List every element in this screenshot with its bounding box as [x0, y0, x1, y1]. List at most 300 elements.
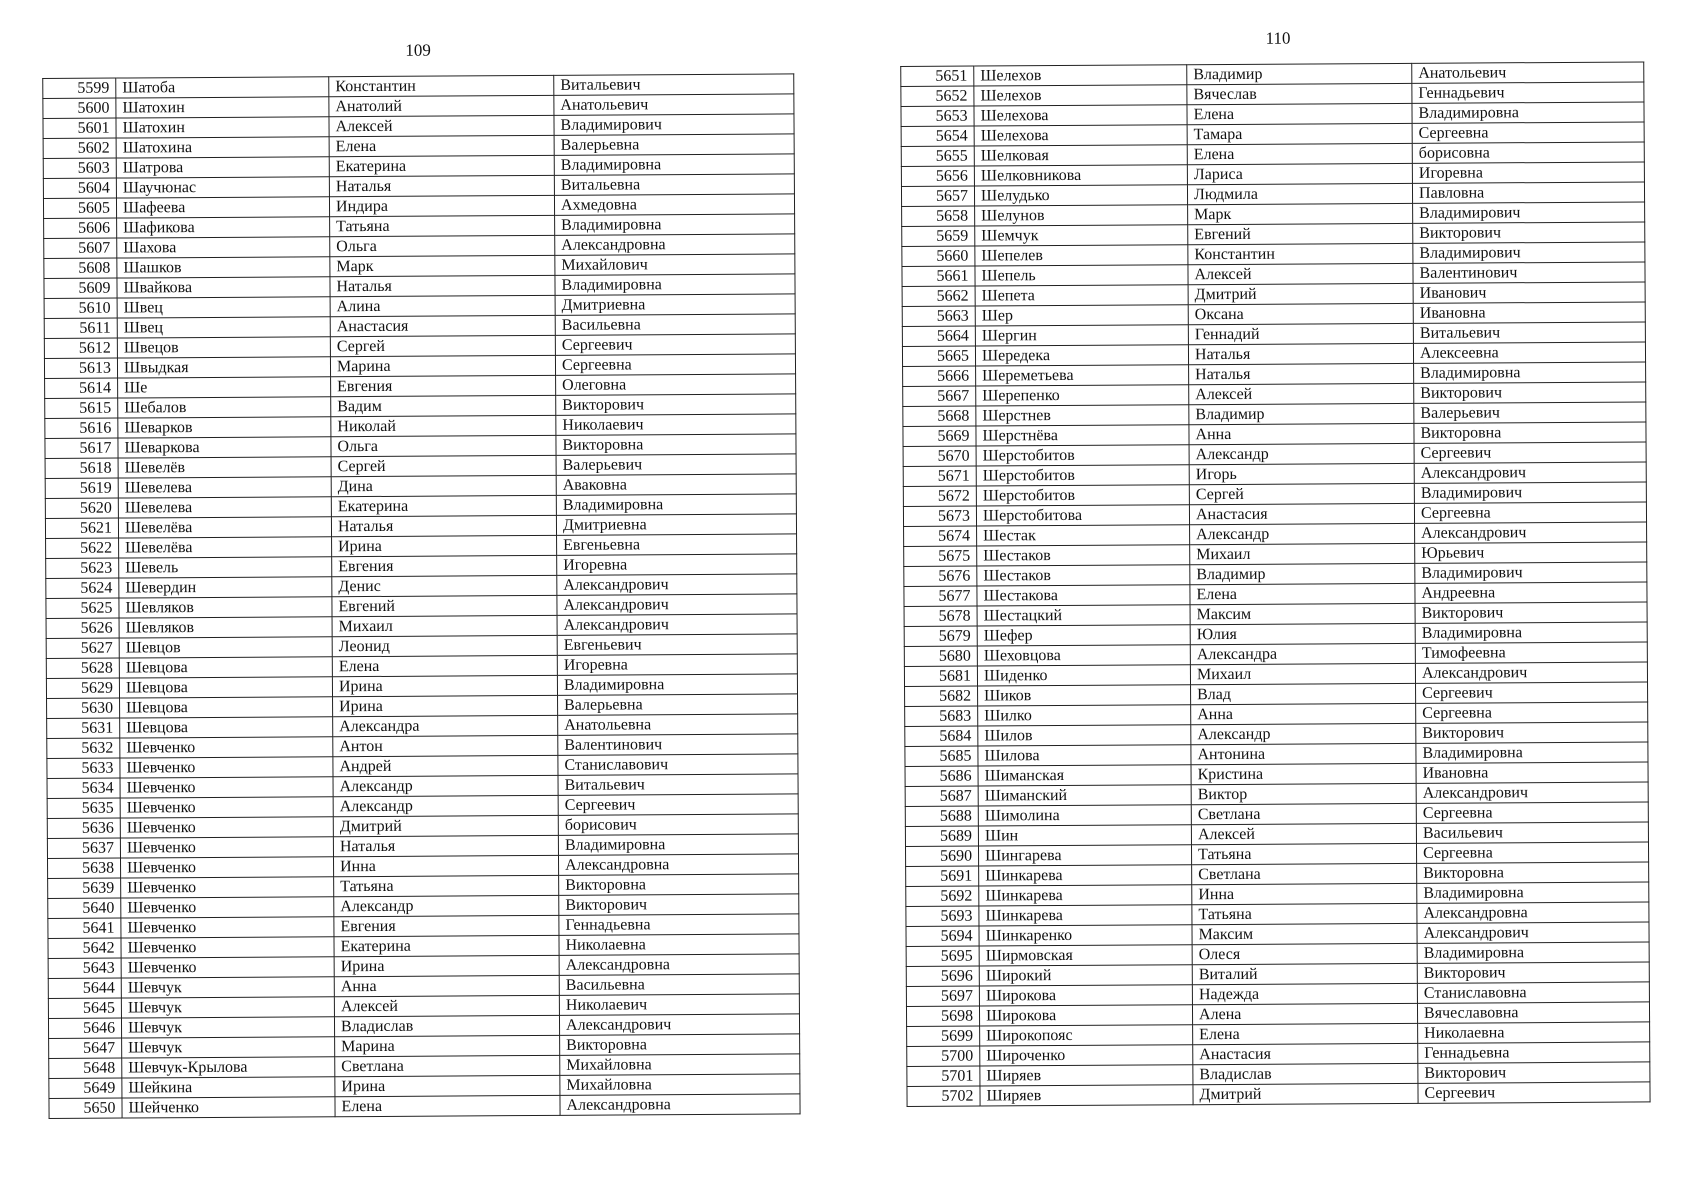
patronymic-cell: Владимировна — [557, 674, 797, 695]
patronymic-cell: Александровна — [555, 234, 795, 255]
table-row — [49, 1094, 800, 1119]
row-number-cell: 5643 — [48, 958, 121, 978]
patronymic-cell: Юрьевич — [1415, 542, 1647, 563]
last-name-cell: Широченко — [980, 1045, 1193, 1066]
patronymic-cell: Александрович — [557, 614, 797, 635]
last-name-cell: Шевелёва — [118, 517, 331, 538]
last-name-cell: Шепель — [975, 265, 1188, 286]
first-name-cell: Михаил — [332, 615, 557, 636]
row-number-cell: 5612 — [44, 338, 117, 358]
first-name-cell: Оксана — [1188, 303, 1413, 324]
last-name-cell: Швайкова — [117, 277, 330, 298]
first-name-cell: Сергей — [1189, 483, 1414, 504]
row-number-cell: 5650 — [49, 1098, 122, 1118]
row-number-cell: 5702 — [907, 1086, 980, 1106]
row-number-cell: 5657 — [901, 186, 974, 206]
row-number-cell: 5601 — [43, 118, 116, 138]
patronymic-cell: Викторович — [1418, 1062, 1650, 1083]
patronymic-cell: Михайловна — [560, 1054, 800, 1075]
registry-table — [42, 73, 800, 1119]
last-name-cell: Шевченко — [120, 757, 333, 778]
row-number-cell: 5607 — [44, 238, 117, 258]
patronymic-cell: Сергеевич — [1414, 442, 1646, 463]
first-name-cell: Наталья — [331, 515, 556, 536]
last-name-cell: Шевченко — [121, 877, 334, 898]
first-name-cell: Андрей — [333, 755, 558, 776]
row-number-cell: 5671 — [903, 466, 976, 486]
row-number-cell: 5663 — [902, 306, 975, 326]
row-number-cell: 5603 — [43, 158, 116, 178]
row-number-cell: 5661 — [902, 266, 975, 286]
first-name-cell: Екатерина — [329, 155, 554, 176]
patronymic-cell: Александровна — [560, 1094, 800, 1115]
patronymic-cell: Геннадьевич — [1412, 82, 1644, 103]
last-name-cell: Шевцова — [120, 697, 333, 718]
last-name-cell: Шерстобитова — [976, 505, 1189, 526]
first-name-cell: Елена — [1193, 1023, 1418, 1044]
patronymic-cell: Сергеевич — [558, 794, 798, 815]
row-number-cell: 5667 — [903, 386, 976, 406]
patronymic-cell: Игоревна — [557, 554, 797, 575]
row-number-cell: 5608 — [44, 258, 117, 278]
last-name-cell: Шилова — [978, 745, 1191, 766]
first-name-cell: Анастасия — [1193, 1043, 1418, 1064]
last-name-cell: Шелехов — [974, 65, 1187, 86]
row-number-cell: 5646 — [48, 1018, 121, 1038]
row-number-cell: 5670 — [903, 446, 976, 466]
last-name-cell: Ше — [118, 377, 331, 398]
first-name-cell: Наталья — [1188, 343, 1413, 364]
row-number-cell: 5676 — [904, 566, 977, 586]
last-name-cell: Шилов — [978, 725, 1191, 746]
first-name-cell: Леонид — [332, 635, 557, 656]
row-number-cell: 5691 — [906, 866, 979, 886]
last-name-cell: Шемчук — [975, 225, 1188, 246]
last-name-cell: Шевченко — [120, 797, 333, 818]
last-name-cell: Шевчук — [121, 977, 334, 998]
first-name-cell: Дмитрий — [333, 815, 558, 836]
first-name-cell: Денис — [332, 575, 557, 596]
patronymic-cell: Дмитриевна — [555, 294, 795, 315]
patronymic-cell: Викторовна — [560, 1034, 800, 1055]
patronymic-cell: Александрович — [1415, 662, 1647, 683]
first-name-cell: Александр — [1191, 723, 1416, 744]
patronymic-cell: Александрович — [1417, 922, 1649, 943]
row-number-cell: 5634 — [47, 778, 120, 798]
first-name-cell: Игорь — [1189, 463, 1414, 484]
first-name-cell: Константин — [1188, 243, 1413, 264]
first-name-cell: Алексей — [1191, 823, 1416, 844]
first-name-cell: Евгений — [1188, 223, 1413, 244]
row-number-cell: 5688 — [905, 806, 978, 826]
patronymic-cell: Владимирович — [1414, 482, 1646, 503]
row-number-cell: 5625 — [46, 598, 119, 618]
patronymic-cell: Ахмедовна — [554, 194, 794, 215]
first-name-cell: Надежда — [1192, 983, 1417, 1004]
patronymic-cell: Владимировна — [1417, 942, 1649, 963]
row-number-cell: 5679 — [904, 626, 977, 646]
row-number-cell: 5678 — [904, 606, 977, 626]
first-name-cell: Вадим — [331, 395, 556, 416]
first-name-cell: Александр — [1190, 523, 1415, 544]
patronymic-cell: Евгеньевна — [557, 534, 797, 555]
row-number-cell: 5639 — [48, 878, 121, 898]
last-name-cell: Швыдкая — [117, 357, 330, 378]
patronymic-cell: Николаевич — [559, 994, 799, 1015]
row-number-cell: 5656 — [901, 166, 974, 186]
row-number-cell: 5635 — [47, 798, 120, 818]
page-number: 109 — [405, 40, 431, 60]
patronymic-cell: Викторович — [559, 894, 799, 915]
last-name-cell: Широкова — [979, 985, 1192, 1006]
last-name-cell: Шевель — [119, 557, 332, 578]
row-number-cell: 5687 — [905, 786, 978, 806]
first-name-cell: Марк — [330, 255, 555, 276]
patronymic-cell: Александрович — [559, 1014, 799, 1035]
patronymic-cell: борисович — [558, 814, 798, 835]
first-name-cell: Дина — [331, 475, 556, 496]
first-name-cell: Татьяна — [334, 875, 559, 896]
last-name-cell: Шер — [975, 305, 1188, 326]
patronymic-cell: Васильевна — [555, 314, 795, 335]
patronymic-cell: Владимировна — [1416, 742, 1648, 763]
last-name-cell: Шевченко — [120, 857, 333, 878]
first-name-cell: Анастасия — [330, 315, 555, 336]
last-name-cell: Шинкаренко — [979, 925, 1192, 946]
table-row — [907, 1082, 1650, 1107]
last-name-cell: Шевченко — [120, 837, 333, 858]
first-name-cell: Владимир — [1190, 563, 1415, 584]
first-name-cell: Светлана — [1192, 863, 1417, 884]
last-name-cell: Шеварков — [118, 417, 331, 438]
first-name-cell: Евгения — [331, 375, 556, 396]
last-name-cell: Шингарева — [978, 845, 1191, 866]
last-name-cell: Шимолина — [978, 805, 1191, 826]
patronymic-cell: Игоревна — [557, 654, 797, 675]
row-number-cell: 5647 — [49, 1038, 122, 1058]
row-number-cell: 5651 — [901, 66, 974, 86]
last-name-cell: Шатохина — [116, 137, 329, 158]
patronymic-cell: Владимировна — [1414, 362, 1646, 383]
first-name-cell: Наталья — [329, 175, 554, 196]
patronymic-cell: Витальевич — [554, 74, 794, 95]
last-name-cell: Шевчук — [121, 997, 334, 1018]
patronymic-cell: Викторович — [1416, 722, 1648, 743]
row-number-cell: 5701 — [907, 1066, 980, 1086]
last-name-cell: Шерепенко — [976, 385, 1189, 406]
first-name-cell: Вячеслав — [1187, 83, 1412, 104]
patronymic-cell: Александровна — [558, 854, 798, 875]
last-name-cell: Шестаков — [977, 545, 1190, 566]
first-name-cell: Елена — [335, 1095, 560, 1116]
row-number-cell: 5658 — [902, 206, 975, 226]
row-number-cell: 5669 — [903, 426, 976, 446]
first-name-cell: Влад — [1191, 683, 1416, 704]
first-name-cell: Людмила — [1187, 183, 1412, 204]
first-name-cell: Ирина — [335, 1075, 560, 1096]
first-name-cell: Светлана — [1191, 803, 1416, 824]
patronymic-cell: Сергеевна — [1416, 802, 1648, 823]
patronymic-cell: Валентинович — [1413, 262, 1645, 283]
row-number-cell: 5629 — [46, 678, 119, 698]
row-number-cell: 5668 — [903, 406, 976, 426]
first-name-cell: Виталий — [1192, 963, 1417, 984]
last-name-cell: Ширяев — [980, 1085, 1193, 1106]
last-name-cell: Швец — [117, 297, 330, 318]
row-number-cell: 5654 — [901, 126, 974, 146]
row-number-cell: 5605 — [43, 198, 116, 218]
first-name-cell: Ирина — [333, 695, 558, 716]
last-name-cell: Шепета — [975, 285, 1188, 306]
row-number-cell: 5684 — [905, 726, 978, 746]
patronymic-cell: Витальевич — [558, 774, 798, 795]
first-name-cell: Дмитрий — [1193, 1083, 1418, 1104]
patronymic-cell: Станиславович — [558, 754, 798, 775]
last-name-cell: Шевцова — [120, 717, 333, 738]
row-number-cell: 5692 — [906, 886, 979, 906]
row-number-cell: 5624 — [46, 578, 119, 598]
last-name-cell: Шиманский — [978, 785, 1191, 806]
last-name-cell: Шелехова — [974, 125, 1187, 146]
last-name-cell: Шевченко — [120, 777, 333, 798]
last-name-cell: Шестацкий — [977, 605, 1190, 626]
last-name-cell: Шергин — [975, 325, 1188, 346]
last-name-cell: Шевердин — [119, 577, 332, 598]
first-name-cell: Тамара — [1187, 123, 1412, 144]
patronymic-cell: Владимирович — [554, 114, 794, 135]
row-number-cell: 5664 — [902, 326, 975, 346]
last-name-cell: Шевелева — [118, 497, 331, 518]
first-name-cell: Инна — [1192, 883, 1417, 904]
first-name-cell: Александр — [333, 775, 558, 796]
last-name-cell: Шевченко — [121, 897, 334, 918]
patronymic-cell: Олеговна — [556, 374, 796, 395]
patronymic-cell: Викторович — [1414, 382, 1646, 403]
patronymic-cell: Михайловна — [560, 1074, 800, 1095]
row-number-cell: 5689 — [905, 826, 978, 846]
first-name-cell: Сергей — [331, 455, 556, 476]
last-name-cell: Шевченко — [121, 917, 334, 938]
page-right — [900, 23, 1651, 1107]
page-number: 110 — [1265, 28, 1291, 48]
row-number-cell: 5599 — [43, 78, 116, 98]
first-name-cell: Елена — [332, 655, 557, 676]
patronymic-cell: Сергеевич — [1418, 1082, 1650, 1103]
patronymic-cell: Владимировна — [1412, 102, 1644, 123]
row-number-cell: 5645 — [48, 998, 121, 1018]
row-number-cell: 5675 — [904, 546, 977, 566]
patronymic-cell: Николаевна — [1418, 1022, 1650, 1043]
patronymic-cell: Викторович — [1415, 602, 1647, 623]
row-number-cell: 5677 — [904, 586, 977, 606]
row-number-cell: 5700 — [907, 1046, 980, 1066]
patronymic-cell: Васильевна — [559, 974, 799, 995]
row-number-cell: 5652 — [901, 86, 974, 106]
patronymic-cell: Александрович — [1416, 782, 1648, 803]
row-number-cell: 5694 — [906, 926, 979, 946]
patronymic-cell: Васильевич — [1416, 822, 1648, 843]
last-name-cell: Шин — [978, 825, 1191, 846]
last-name-cell: Шелковая — [974, 145, 1187, 166]
last-name-cell: Шинкарева — [979, 865, 1192, 886]
first-name-cell: Николай — [331, 415, 556, 436]
first-name-cell: Инна — [333, 855, 558, 876]
first-name-cell: Константин — [329, 75, 554, 96]
last-name-cell: Широкова — [979, 1005, 1192, 1026]
row-number-cell: 5672 — [903, 486, 976, 506]
row-number-cell: 5632 — [47, 738, 120, 758]
first-name-cell: Геннадий — [1188, 323, 1413, 344]
row-number-cell: 5611 — [44, 318, 117, 338]
row-number-cell: 5613 — [44, 358, 117, 378]
first-name-cell: Марк — [1188, 203, 1413, 224]
row-number-cell: 5602 — [43, 138, 116, 158]
row-number-cell: 5626 — [46, 618, 119, 638]
last-name-cell: Шевченко — [120, 737, 333, 758]
first-name-cell: Татьяна — [1192, 903, 1417, 924]
last-name-cell: Швецов — [117, 337, 330, 358]
first-name-cell: Алексей — [329, 115, 554, 136]
last-name-cell: Шеваркова — [118, 437, 331, 458]
patronymic-cell: Викторович — [556, 394, 796, 415]
row-number-cell: 5673 — [903, 506, 976, 526]
last-name-cell: Шевчук — [122, 1037, 335, 1058]
row-number-cell: 5686 — [905, 766, 978, 786]
patronymic-cell: Станиславовна — [1417, 982, 1649, 1003]
last-name-cell: Шередека — [975, 345, 1188, 366]
first-name-cell: Александра — [1190, 643, 1415, 664]
last-name-cell: Шелехов — [974, 85, 1187, 106]
first-name-cell: Екатерина — [331, 495, 556, 516]
patronymic-cell: Анатольевич — [554, 94, 794, 115]
patronymic-cell: Витальевич — [1413, 322, 1645, 343]
row-number-cell: 5648 — [49, 1058, 122, 1078]
patronymic-cell: Валентинович — [558, 734, 798, 755]
first-name-cell: Александр — [334, 895, 559, 916]
first-name-cell: Елена — [329, 135, 554, 156]
patronymic-cell: Владимировна — [558, 834, 798, 855]
first-name-cell: Александр — [1189, 443, 1414, 464]
last-name-cell: Шелковникова — [974, 165, 1187, 186]
first-name-cell: Максим — [1190, 603, 1415, 624]
row-number-cell: 5683 — [905, 706, 978, 726]
last-name-cell: Шефер — [977, 625, 1190, 646]
last-name-cell: Шевцов — [119, 637, 332, 658]
last-name-cell: Шереметьева — [976, 365, 1189, 386]
row-number-cell: 5640 — [48, 898, 121, 918]
last-name-cell: Шевчук-Крылова — [122, 1057, 335, 1078]
patronymic-cell: Владимирович — [1415, 562, 1647, 583]
last-name-cell: Шерстобитов — [976, 485, 1189, 506]
patronymic-cell: Сергеевна — [1416, 842, 1648, 863]
patronymic-cell: Владимирович — [1413, 202, 1645, 223]
first-name-cell: Марина — [335, 1035, 560, 1056]
last-name-cell: Шахова — [117, 237, 330, 258]
patronymic-cell: Александровна — [559, 954, 799, 975]
page-left — [42, 35, 801, 1119]
patronymic-cell: Викторовна — [556, 434, 796, 455]
patronymic-cell: Павловна — [1412, 182, 1644, 203]
first-name-cell: Наталья — [1189, 363, 1414, 384]
last-name-cell: Шелунов — [975, 205, 1188, 226]
first-name-cell: Наталья — [330, 275, 555, 296]
last-name-cell: Шевченко — [120, 817, 333, 838]
last-name-cell: Шаучюнас — [116, 177, 329, 198]
last-name-cell: Шафеева — [116, 197, 329, 218]
row-number-cell: 5660 — [902, 246, 975, 266]
last-name-cell: Шевляков — [119, 597, 332, 618]
row-number-cell: 5627 — [46, 638, 119, 658]
last-name-cell: Шевелёв — [118, 457, 331, 478]
last-name-cell: Шевченко — [121, 957, 334, 978]
last-name-cell: Шелудько — [974, 185, 1187, 206]
patronymic-cell: Ивановна — [1413, 302, 1645, 323]
first-name-cell: Анна — [1189, 423, 1414, 444]
first-name-cell: Сергей — [330, 335, 555, 356]
first-name-cell: Владимир — [1187, 63, 1412, 84]
row-number-cell: 5680 — [904, 646, 977, 666]
row-number-cell: 5655 — [901, 146, 974, 166]
first-name-cell: Дмитрий — [1188, 283, 1413, 304]
last-name-cell: Шевляков — [119, 617, 332, 638]
patronymic-cell: Викторович — [1417, 962, 1649, 983]
first-name-cell: Алексей — [334, 995, 559, 1016]
first-name-cell: Индира — [329, 195, 554, 216]
first-name-cell: Владислав — [334, 1015, 559, 1036]
patronymic-cell: Владимирович — [1413, 242, 1645, 263]
row-number-cell: 5637 — [47, 838, 120, 858]
row-number-cell: 5604 — [43, 178, 116, 198]
row-number-cell: 5644 — [48, 978, 121, 998]
row-number-cell: 5653 — [901, 106, 974, 126]
patronymic-cell: Николаевич — [556, 414, 796, 435]
last-name-cell: Широкий — [979, 965, 1192, 986]
first-name-cell: Ирина — [334, 955, 559, 976]
first-name-cell: Михаил — [1190, 663, 1415, 684]
last-name-cell: Шатохин — [116, 117, 329, 138]
last-name-cell: Шестаков — [977, 565, 1190, 586]
row-number-cell: 5681 — [904, 666, 977, 686]
first-name-cell: Елена — [1187, 143, 1412, 164]
patronymic-cell: Сергеевич — [555, 334, 795, 355]
registry-table — [900, 61, 1650, 1107]
patronymic-cell: Михайлович — [555, 254, 795, 275]
first-name-cell: Максим — [1192, 923, 1417, 944]
first-name-cell: Анна — [1191, 703, 1416, 724]
first-name-cell: Анастасия — [1189, 503, 1414, 524]
patronymic-cell: Ивановна — [1416, 762, 1648, 783]
patronymic-cell: Владимировна — [1417, 882, 1649, 903]
first-name-cell: Елена — [1187, 103, 1412, 124]
last-name-cell: Шиков — [978, 685, 1191, 706]
patronymic-cell: Николаевна — [559, 934, 799, 955]
row-number-cell: 5649 — [49, 1078, 122, 1098]
first-name-cell: Наталья — [333, 835, 558, 856]
last-name-cell: Шерстобитов — [976, 465, 1189, 486]
row-number-cell: 5606 — [44, 218, 117, 238]
patronymic-cell: Дмитриевна — [556, 514, 796, 535]
last-name-cell: Шевелёва — [119, 537, 332, 558]
first-name-cell: Владислав — [1193, 1063, 1418, 1084]
patronymic-cell: Владимировна — [1415, 622, 1647, 643]
last-name-cell: Шинкарева — [979, 905, 1192, 926]
last-name-cell: Шелехова — [974, 105, 1187, 126]
row-number-cell: 5659 — [902, 226, 975, 246]
first-name-cell: Кристина — [1191, 763, 1416, 784]
last-name-cell: Шафикова — [117, 217, 330, 238]
row-number-cell: 5618 — [45, 458, 118, 478]
patronymic-cell: Валерьевна — [554, 134, 794, 155]
